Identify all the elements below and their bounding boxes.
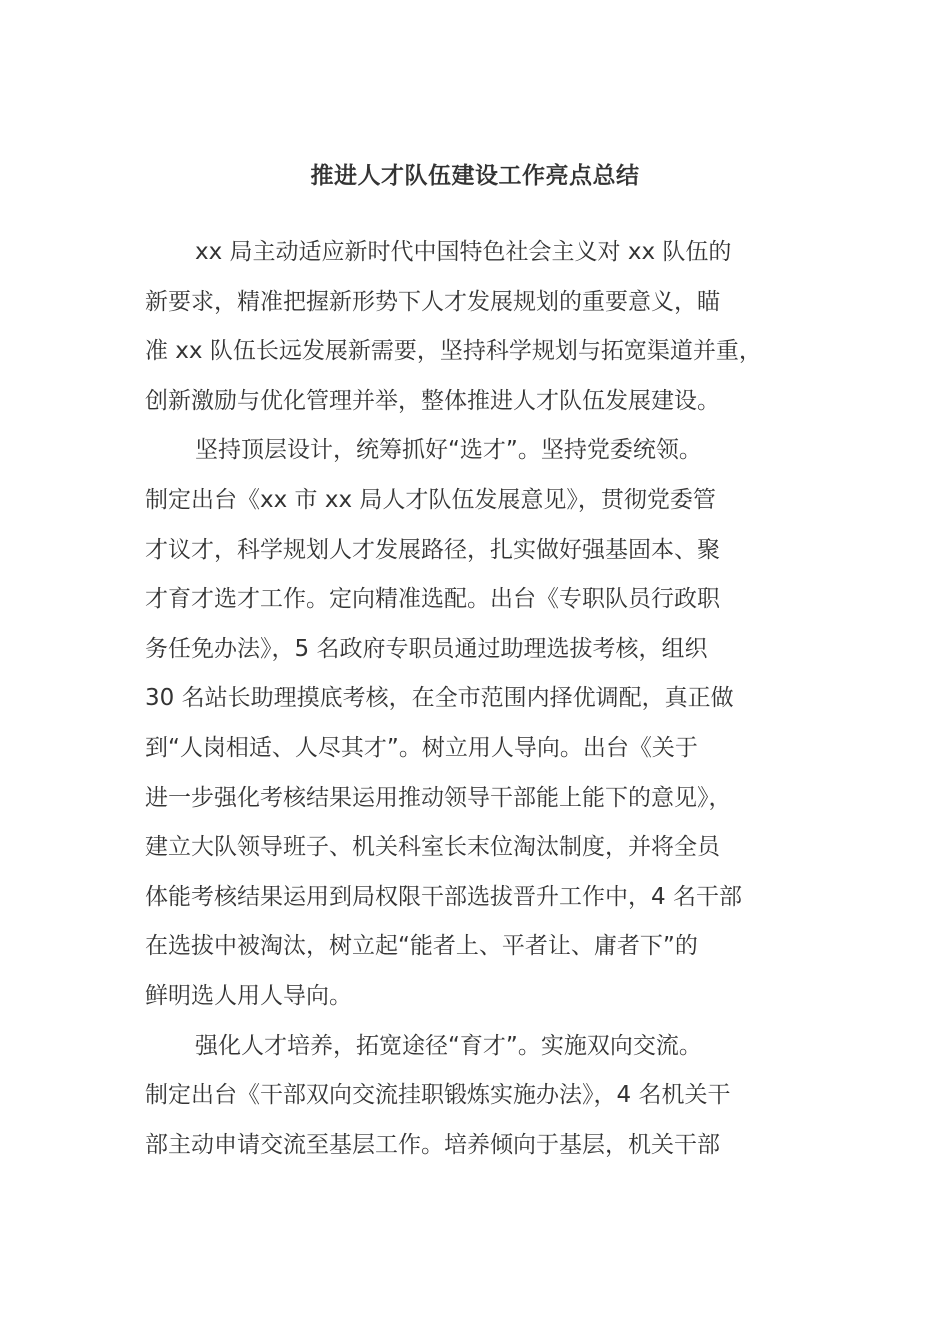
text-line: 强化人才培养，拓宽途径“育才”。实施双向交流。 — [195, 1032, 702, 1059]
text-line: 进一步强化考核结果运用推动领导干部能上能下的意见》， — [145, 784, 732, 811]
text-line: 才育才选才工作。定向精准选配。出台《专职队员行政职 — [145, 586, 720, 613]
text-line: 制定出台《xx 市 xx 局人才队伍发展意见》，贯彻党委管 — [145, 486, 716, 513]
text-line: xx 局主动适应新时代中国特色社会主义对 xx 队伍的 — [195, 239, 732, 265]
text-line: 到“人岗相适、人尽其才”。树立用人导向。出台《关于 — [145, 734, 698, 761]
document-body — [145, 228, 820, 1170]
text-line: 坚持顶层设计，统筹抓好“选才”。坚持党委统领。 — [195, 437, 702, 464]
text-line: 创新激励与优化管理并举，整体推进人才队伍发展建设。 — [145, 387, 720, 414]
text-line: 制定出台《干部双向交流挂职锻炼实施办法》，4 名机关干 — [145, 1082, 731, 1109]
text-line: 体能考核结果运用到局权限干部选拔晋升工作中，4 名干部 — [145, 883, 742, 910]
text-line: 建立大队领导班子、机关科室长末位淘汰制度，并将全员 — [145, 834, 720, 861]
text-line: 部主动申请交流至基层工作。培养倾向于基层，机关干部 — [145, 1131, 720, 1158]
text-line: 才议才，科学规划人才发展路径，扎实做好强基固本、聚 — [145, 536, 720, 563]
text-line: 务任免办法》，5 名政府专职员通过助理选拔考核，组织 — [145, 635, 708, 662]
text-line: 在选拔中被淘汰，树立起“能者上、平者让、庸者下”的 — [145, 933, 698, 960]
text-line: 鲜明选人用人导向。 — [145, 982, 352, 1009]
document-title: 推进人才队伍建设工作亮点总结 — [310, 163, 640, 189]
text-line: 准 xx 队伍长远发展新需要，坚持科学规划与拓宽渠道并重， — [145, 338, 762, 365]
text-line: 新要求，精准把握新形势下人才发展规划的重要意义，瞄 — [145, 288, 720, 315]
text-line: 30 名站长助理摸底考核，在全市范围内择优调配，真正做 — [145, 685, 734, 712]
